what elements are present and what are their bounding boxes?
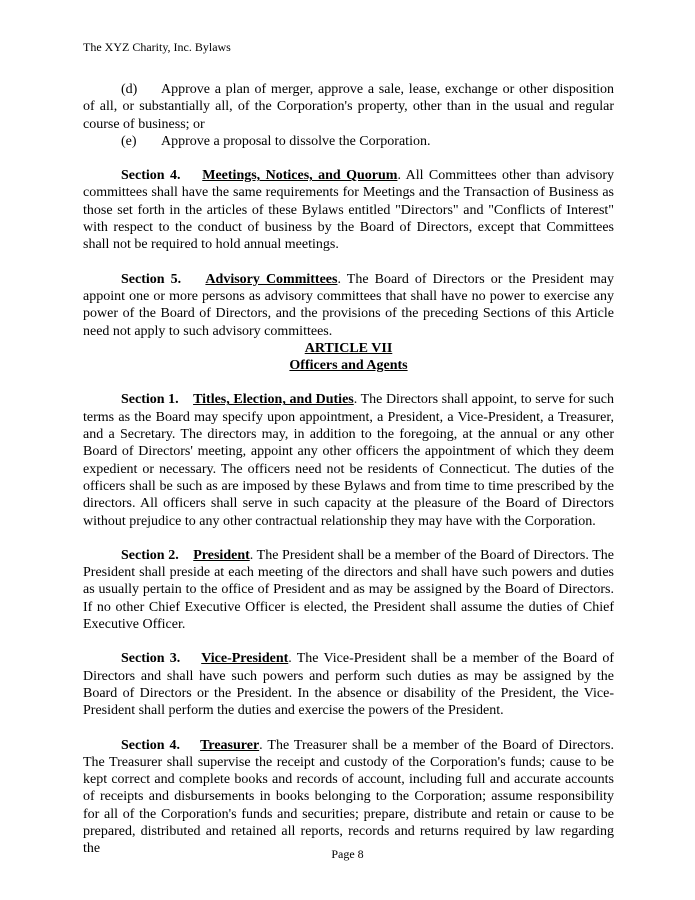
section-text: . The Directors shall appoint, to serve for such terms as the Board may specify upon appointment, a President, a Vice-President, a Treasurer, and a Secretary. The directors may, in addition to the foregoing, at the annual or any other Board of Directors' meeting, appoint any other officers the appointment of which they deem expedient or necessary. The officers need not be residents of Connecticut. The duties of the officers shall be such as are imposed by these Bylaws and from time to time prescribed by the directors. All officers shall serve in such capacity at the pleasure of the Board of Directors without prejudice to any other contractual relationship they may have with the Corporation.: [83, 392, 614, 529]
section-text: . All Committees other than advisory committees shall have the same requirements for Meetings and the Transaction of Business as those set forth in the articles of these Bylaws entitled "Directors" and "Conflicts of Interest" with respect to the conduct of business by the Board of Directors, except that Committees shall not be required to hold annual meetings.: [83, 168, 614, 253]
list-item-text: Approve a proposal to dissolve the Corporation.: [161, 133, 431, 149]
section-vice-president: [83, 650, 614, 719]
list-item-text: Approve a plan of merger, approve a sale, lease, exchange or other disposition of all, or substantially all, of the Corporation's property, other than in the usual and regular course of business; or: [83, 82, 614, 132]
section-advisory-committees: [83, 271, 614, 340]
section-number: Section 2.: [121, 547, 179, 563]
article-title: Officers and Agents: [289, 358, 408, 374]
section-heading: Meetings, Notices, and Quorum: [202, 168, 398, 184]
section-text: . The Treasurer shall be a member of the Board of Directors. The Treasurer shall supervise the receipt and custody of the Corporation's funds; cause to be kept correct and complete books and records of account, including full and accurate accounts of receipts and disbursements in books belonging to the Corporation; assume responsibility for all of the Corporation's funds and securities; prepare, distribute and retain or cause to be prepared, distributed and retained all reports, records and returns required by law regarding the: [83, 737, 615, 857]
section-number: Section 5.: [121, 271, 182, 287]
section-heading: President: [193, 547, 250, 563]
section-text: . The President shall be a member of the Board of Directors. The President shall preside at each meeting of the directors and shall have such powers and duties as usually pertain to the office of President and as may be assigned by the Board of Directors. If no other Chief Executive Officer is elected, the President shall assume the duties of Chief Executive Officer.: [83, 547, 614, 633]
section-president: [83, 547, 614, 633]
section-titles-election-duties: [83, 391, 614, 529]
section-heading: Advisory Committees: [205, 271, 338, 287]
section-meetings-notices-quorum: [83, 167, 614, 253]
section-heading: Treasurer: [200, 737, 260, 753]
section-number: Section 4.: [121, 737, 181, 753]
section-text: . The Vice-President shall be a member of the Board of Directors and shall have such powers and perform such duties as may be assigned by the Board of Directors or the President. In the absence or disability of the President, the Vice-President shall perform the duties and exercise the powers of the President.: [83, 651, 615, 719]
list-item-label: (d): [121, 82, 138, 97]
list-item-label: (e): [121, 133, 137, 149]
section-heading: Vice-President: [201, 651, 289, 667]
section-text: . The Board of Directors or the President may appoint one or more persons as advisory committees that shall have no power to exercise any power of the Board of Directors, and the provisions of the preceding Sections of this Article need not apply to such advisory committees.: [83, 271, 614, 339]
list-item-d: [83, 81, 614, 133]
page-body: [83, 81, 614, 858]
page-number: Page 8: [331, 847, 364, 861]
article-number: ARTICLE VII: [304, 340, 393, 356]
section-treasurer: [83, 737, 614, 858]
running-header: The XYZ Charity, Inc. Bylaws: [83, 40, 231, 54]
section-number: Section 4.: [121, 168, 181, 184]
section-heading: Titles, Election, and Duties: [193, 392, 354, 408]
section-number: Section 3.: [121, 651, 181, 667]
section-number: Section 1.: [121, 392, 179, 408]
list-item-e: [83, 133, 614, 150]
